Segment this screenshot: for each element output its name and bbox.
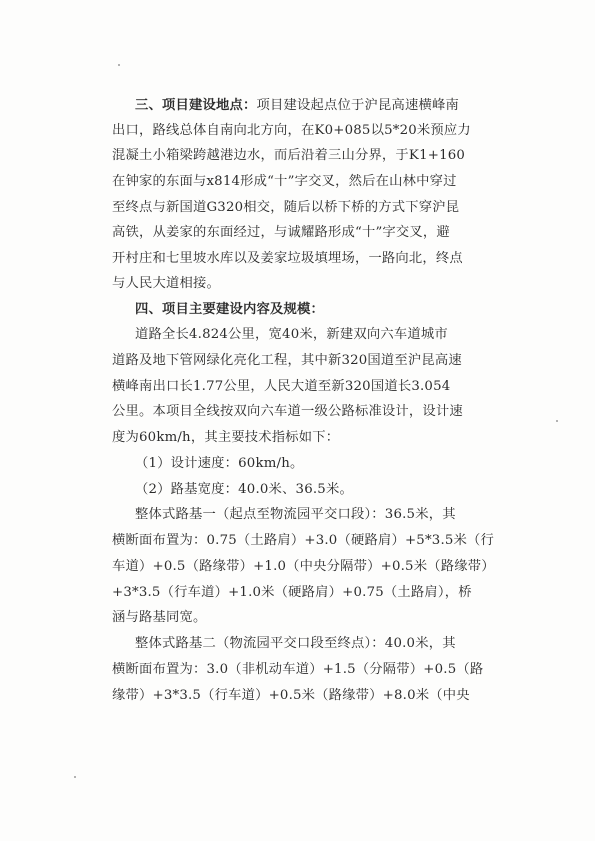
body-text: 道路及地下管网绿化亮化工程，其中新320国道至沪昆高速 xyxy=(112,353,462,368)
body-text: 横断面布置为：3.0（非机动车道）+1.5（分隔带）+0.5（路 xyxy=(112,662,484,677)
body-text: 度为60km/h，其主要技术指标如下： xyxy=(112,430,340,445)
body-text: 与人民大道相接。 xyxy=(112,276,220,291)
paragraph-line xyxy=(112,200,459,216)
paragraph-line xyxy=(112,559,495,575)
section-heading: 四、项目主要建设内容及规模： xyxy=(135,302,324,317)
paragraph-line xyxy=(112,251,463,267)
paragraph-line xyxy=(112,533,494,549)
body-text: +3*3.5（行车道）+1.0米（硬路肩）+0.75（土路肩），桥 xyxy=(112,585,472,600)
list-item: （1）设计速度：60km/h。 xyxy=(135,456,304,471)
body-text: 项目建设起点位于沪昆高速横峰南 xyxy=(256,98,459,113)
paragraph-line xyxy=(135,636,456,652)
body-text: 道路全长4.824公里，宽40米，新建双向六车道城市 xyxy=(135,327,448,342)
paragraph-line xyxy=(135,327,448,343)
body-text: 出口，路线总体自南向北方向，在K0+085以5*20米预应力 xyxy=(112,123,471,138)
paragraph-line xyxy=(112,276,220,292)
body-text: 至终点与新国道G320相交，随后以桥下桥的方式下穿沪昆 xyxy=(112,200,460,215)
body-text: 混凝土小箱梁跨越港边水，而后沿着三山分界，于K1+160 xyxy=(112,148,466,163)
paragraph-line xyxy=(112,225,450,241)
scan-speck xyxy=(556,420,558,422)
body-text: 横断面布置为：0.75（土路肩）+3.0（硬路肩）+5*3.5米（行 xyxy=(112,533,495,548)
paragraph-line xyxy=(135,302,324,318)
body-text: 涵与路基同宽。 xyxy=(112,610,207,625)
body-text: 车道）+0.5（路缘带）+1.0（中央分隔带）+0.5米（路缘带） xyxy=(112,559,495,574)
paragraph-line xyxy=(112,379,450,395)
paragraph-line xyxy=(135,507,456,523)
body-text: 整体式路基一（起点至物流园平交口段）：36.5米，其 xyxy=(135,507,456,522)
list-item: （2）路基宽度：40.0米、36.5米。 xyxy=(135,482,353,497)
body-text: 公里。本项目全线按双向六车道一级公路标准设计，设计速 xyxy=(112,404,463,419)
paragraph-line xyxy=(112,430,339,446)
paragraph-line xyxy=(135,482,353,498)
body-text: 整体式路基二（物流园平交口段至终点）：40.0米，其 xyxy=(135,636,456,651)
section-heading: 三、项目建设地点： xyxy=(135,98,257,113)
paragraph-line xyxy=(112,585,472,601)
paragraph-line xyxy=(135,98,459,114)
body-text: 高铁，从姜家的东面经过，与诚耀路形成“十”字交叉，避 xyxy=(112,225,450,240)
paragraph-line xyxy=(112,404,463,420)
paragraph-line xyxy=(112,353,462,369)
scan-speck xyxy=(74,776,76,778)
paragraph-line xyxy=(112,148,465,164)
paragraph-line xyxy=(112,123,471,139)
paragraph-line xyxy=(112,662,483,678)
body-text: 在钟家的东面与x814形成“十”字交叉，然后在山林中穿过 xyxy=(112,174,457,189)
paragraph-line xyxy=(135,456,303,472)
body-text: 缘带）+3*3.5（行车道）+0.5米（路缘带）+8.0米（中央 xyxy=(112,688,470,703)
paragraph-line xyxy=(112,610,206,626)
scan-speck xyxy=(118,64,120,66)
body-text: 横峰南出口长1.77公里，人民大道至新320国道长3.054 xyxy=(112,379,451,394)
paragraph-line xyxy=(112,174,457,190)
body-text: 开村庄和七里坡水库以及姜家垃圾填埋场，一路向北，终点 xyxy=(112,251,463,266)
paragraph-line xyxy=(112,688,470,704)
